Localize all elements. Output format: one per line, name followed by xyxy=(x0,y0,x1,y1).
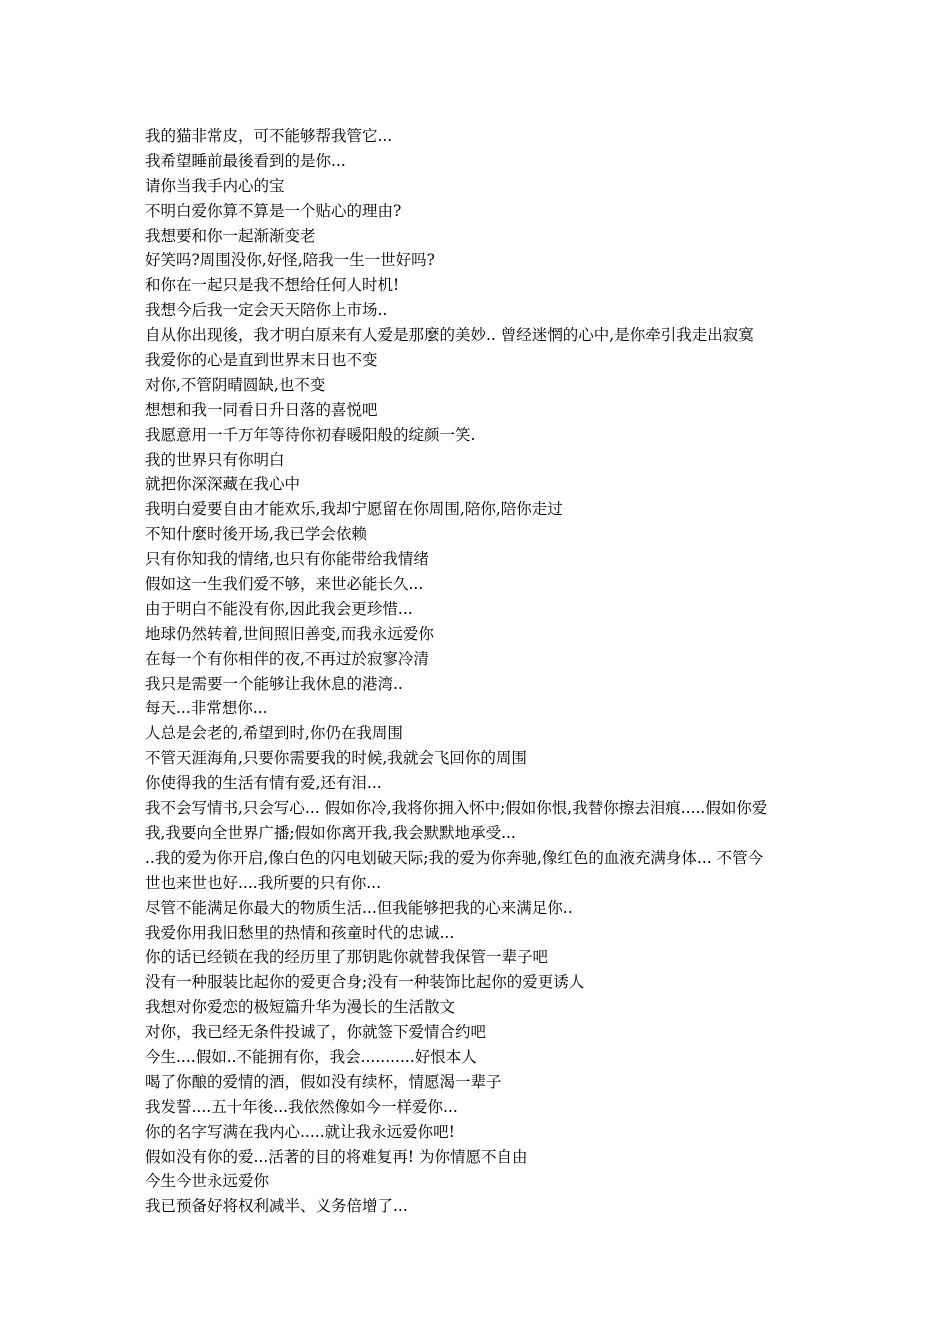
text-line: 没有一种服装比起你的爱更合身;没有一种装饰比起你的爱更诱人 xyxy=(145,973,585,992)
text-line: 假如这一生我们爱不够，来世必能长久... xyxy=(145,575,424,594)
text-line: 由于明白不能没有你,因此我会更珍惜... xyxy=(145,599,413,618)
text-line: 不明白爱你算不算是一个贴心的理由? xyxy=(145,201,402,220)
text-line: 地球仍然转着,世间照旧善变,而我永远爱你 xyxy=(145,624,434,643)
text-line: 我想要和你一起渐渐变老 xyxy=(145,226,316,245)
text-line: 想想和我一同看日升日落的喜悦吧 xyxy=(145,400,378,419)
text-line: 我想今后我一定会天天陪你上市场.. xyxy=(145,301,388,320)
text-line: 我只是需要一个能够让我休息的港湾.. xyxy=(145,674,403,693)
text-line: 你使得我的生活有情有爱,还有泪... xyxy=(145,774,382,793)
text-line: 假如没有你的爱...活著的目的将难复再! 为你情愿不自由 xyxy=(145,1147,528,1166)
text-line: 我想对你爱恋的极短篇升华为漫长的生活散文 xyxy=(145,998,456,1017)
text-line: 尽管不能满足你最大的物质生活...但我能够把我的心来满足你.. xyxy=(145,898,573,917)
text-line: 我爱你的心是直到世界末日也不变 xyxy=(145,351,378,370)
text-line: 你的名字写满在我内心.....就让我永远爱你吧! xyxy=(145,1122,455,1141)
text-line: 我希望睡前最後看到的是你... xyxy=(145,151,346,170)
text-line: 每天...非常想你... xyxy=(145,699,268,718)
text-line: 世也来世也好....我所要的只有你... xyxy=(145,873,381,892)
text-line: 你的话已经锁在我的经历里了那钥匙你就替我保管一辈子吧 xyxy=(145,948,549,967)
text-line: 好笑吗?周围没你,好怪,陪我一生一世好吗? xyxy=(145,251,435,270)
text-line: 我的猫非常皮，可不能够帮我管它... xyxy=(145,127,393,145)
text-line: 我的世界只有你明白 xyxy=(145,450,285,469)
text-line: 我已预备好将权利减半、义务倍增了... xyxy=(145,1197,408,1216)
text-line: 对你，我已经无条件投诚了，你就签下爱情合约吧 xyxy=(145,1023,487,1042)
document-body xyxy=(145,124,815,1219)
text-line: 我明白爱要自由才能欢乐,我却宁愿留在你周围,陪你,陪你走过 xyxy=(145,500,563,519)
text-line: 今生今世永远爱你 xyxy=(145,1172,270,1191)
text-line: ..我的爱为你开启,像白色的闪电划破天际;我的爱为你奔驰,像红色的血液充满身体... 不管今 xyxy=(145,848,764,867)
text-line: 我,我要向全世界广播;假如你离开我,我会默默地承受... xyxy=(145,823,516,842)
text-line: 我愿意用一千万年等待你初春暖阳般的绽颜一笑. xyxy=(145,425,476,444)
text-line: 我不会写情书,只会写心... 假如你冷,我将你拥入怀中;假如你恨,我替你擦去泪痕.....假如你爱 xyxy=(145,799,768,818)
text-line: 人总是会老的,希望到时,你仍在我周围 xyxy=(145,724,403,743)
text-line: 在每一个有你相伴的夜,不再过於寂寥冷清 xyxy=(145,649,429,668)
text-line: 就把你深深藏在我心中 xyxy=(145,475,301,494)
text-line: 喝了你酿的爱情的酒，假如没有续杯，情愿渴一辈子 xyxy=(145,1072,502,1091)
text-line: 自从你出现後，我才明白原来有人爱是那麼的美妙.. 曾经迷惘的心中,是你牵引我走出寂寞 xyxy=(145,326,754,345)
text-line: 请你当我手内心的宝 xyxy=(145,176,285,195)
text-line: 不知什麼时後开场,我已学会依赖 xyxy=(145,525,367,544)
text-line: 只有你知我的情绪,也只有你能带给我情绪 xyxy=(145,550,429,569)
text-line: 对你,不管阴晴圆缺,也不变 xyxy=(145,375,326,394)
text-line: 不管天涯海角,只要你需要我的时候,我就会飞回你的周围 xyxy=(145,749,527,768)
text-line: 和你在一起只是我不想给任何人时机! xyxy=(145,276,400,295)
text-line: 我发誓....五十年後...我依然像如今一样爱你... xyxy=(145,1097,458,1116)
text-line: 今生....假如..不能拥有你，我会...........好恨本人 xyxy=(145,1047,477,1066)
text-line: 我爱你用我旧愁里的热情和孩童时代的忠诚... xyxy=(145,923,455,942)
